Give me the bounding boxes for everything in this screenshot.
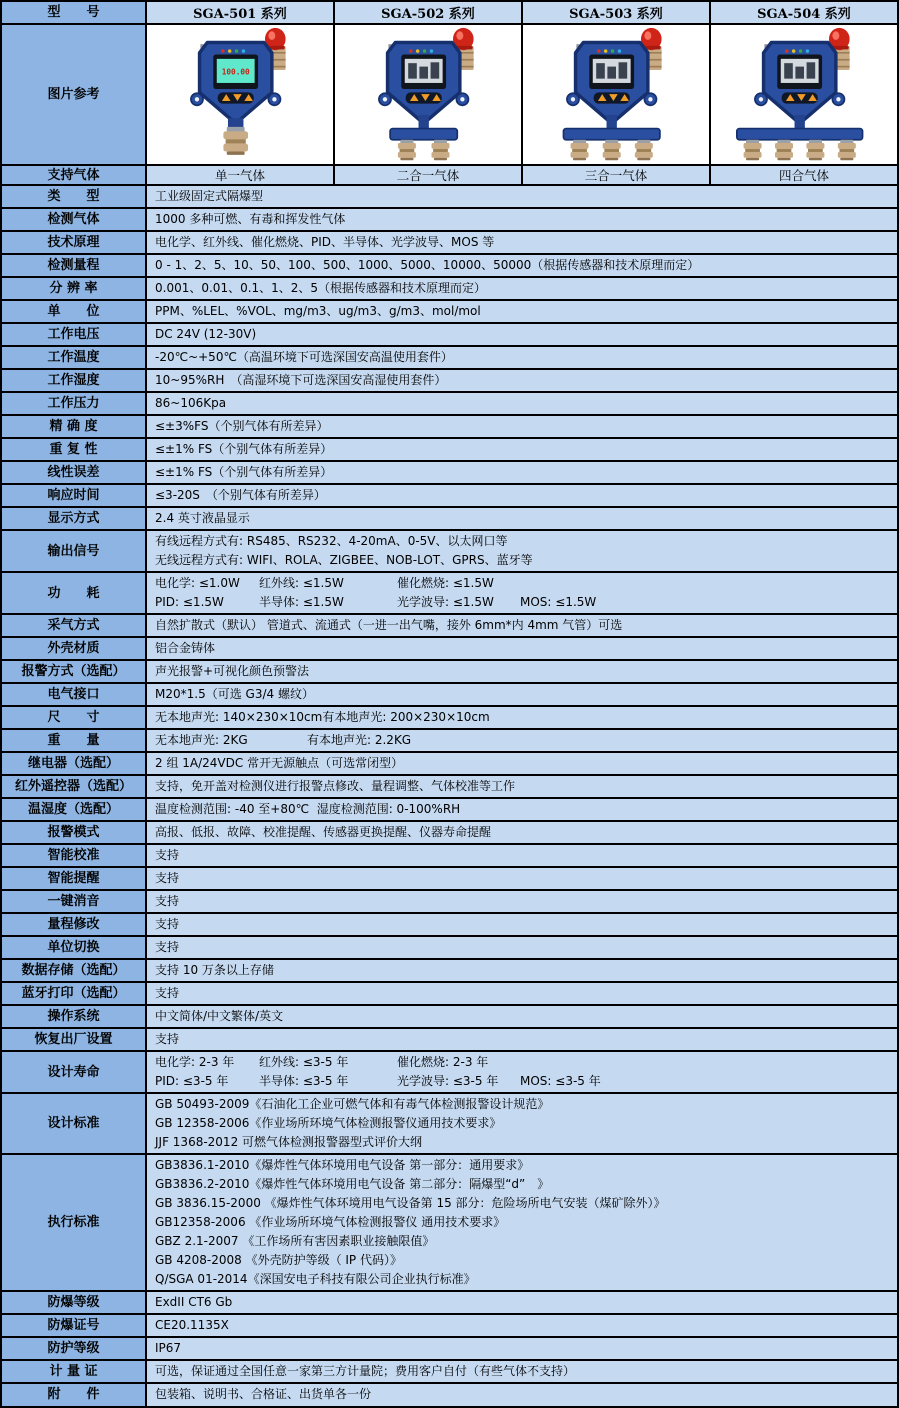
spec-row-label: 输出信号	[2, 531, 147, 571]
spec-row-label: 报警模式	[2, 822, 147, 843]
spec-row-label: 尺 寸	[2, 707, 147, 728]
gas-type-sga-501: 单一气体	[147, 166, 335, 184]
spec-row-value: 温度检测范围: -40 至+80℃ 湿度检测范围: 0-100%RH	[147, 799, 897, 820]
spec-segment: MOS: ≤1.5W	[520, 595, 597, 609]
spec-row-value: 86~106Kpa	[147, 393, 897, 414]
spec-row-label: 设计标准	[2, 1094, 147, 1153]
spec-row-label: 重 复 性	[2, 439, 147, 460]
spec-row-label: 工作湿度	[2, 370, 147, 391]
spec-row	[2, 615, 897, 638]
spec-row-value: 有线远程方式有: RS485、RS232、4-20mA、0-5V、以太网口等 无线远程方式有: WIFI、ROLA、ZIGBEE、NOB-LOT、GPRS、蓝牙等	[147, 531, 897, 571]
spec-row-value: 支持	[147, 983, 897, 1004]
spec-row-value: 支持	[147, 914, 897, 935]
gas-type-sga-503: 三合一气体	[523, 166, 711, 184]
spec-row	[2, 707, 897, 730]
spec-row	[2, 1361, 897, 1384]
gas-type-sga-502: 二合一气体	[335, 166, 523, 184]
spec-row	[2, 1094, 897, 1155]
spec-segment: 半导体: ≤3-5 年	[259, 1074, 349, 1088]
spec-row-value: 支持，免开盖对检测仪进行报警点修改、量程调整、气体校准等工作	[147, 776, 897, 797]
spec-row-label: 报警方式（选配）	[2, 661, 147, 682]
spec-row-label: 执行标准	[2, 1155, 147, 1290]
spec-row	[2, 531, 897, 573]
spec-segment: 红外线: ≤1.5W	[259, 576, 344, 590]
gas-detector-illustration	[154, 27, 326, 163]
spec-row-value: DC 24V (12-30V)	[147, 324, 897, 345]
spec-row-value: 中文简体/中文繁体/英文	[147, 1006, 897, 1027]
spec-row-value: 工业级固定式隔爆型	[147, 186, 897, 207]
spec-row-label: 防护等级	[2, 1338, 147, 1359]
spec-row	[2, 1052, 897, 1094]
spec-row	[2, 393, 897, 416]
spec-row	[2, 891, 897, 914]
spec-row-label: 防爆等级	[2, 1292, 147, 1313]
spec-row	[2, 232, 897, 255]
spec-row-label: 工作压力	[2, 393, 147, 414]
spec-row	[2, 845, 897, 868]
spec-row	[2, 186, 897, 209]
spec-segment: 电化学: 2-3 年	[155, 1055, 235, 1069]
spec-row-value: 高报、低报、故障、校准提醒、传感器更换提醒、仪器寿命提醒	[147, 822, 897, 843]
spec-row-value	[147, 1052, 897, 1092]
spec-row-value: 支持	[147, 868, 897, 889]
spec-row	[2, 1315, 897, 1338]
spec-row-label: 单位切换	[2, 937, 147, 958]
gas-detector-illustration	[718, 27, 890, 163]
spec-row-label: 技术原理	[2, 232, 147, 253]
spec-row-label: 显示方式	[2, 508, 147, 529]
spec-row-value: M20*1.5（可选 G3/4 螺纹）	[147, 684, 897, 705]
spec-row	[2, 573, 897, 615]
spec-row	[2, 1029, 897, 1052]
spec-row-label: 防爆证号	[2, 1315, 147, 1336]
spec-row-label: 精 确 度	[2, 416, 147, 437]
spec-row	[2, 1292, 897, 1315]
spec-row	[2, 638, 897, 661]
spec-row-label: 工作电压	[2, 324, 147, 345]
header-label-model: 型 号	[2, 2, 147, 23]
spec-row-value: 支持	[147, 845, 897, 866]
spec-row	[2, 462, 897, 485]
spec-row-value: -20℃~+50℃（高温环境下可选深国安高温使用套件）	[147, 347, 897, 368]
spec-row-value: ≤3-20S （个别气体有所差异）	[147, 485, 897, 506]
spec-row-value: ≤±1% FS（个别气体有所差异）	[147, 439, 897, 460]
spec-row-label: 电气接口	[2, 684, 147, 705]
spec-row-label: 数据存储（选配）	[2, 960, 147, 981]
spec-row	[2, 661, 897, 684]
spec-row	[2, 684, 897, 707]
spec-row-label: 分 辨 率	[2, 278, 147, 299]
spec-row	[2, 776, 897, 799]
gas-row	[2, 166, 897, 186]
spec-row	[2, 753, 897, 776]
spec-row-value: 铝合金铸体	[147, 638, 897, 659]
spec-row-label: 继电器（选配）	[2, 753, 147, 774]
spec-row-value: 1000 多种可燃、有毒和挥发性气体	[147, 209, 897, 230]
model-header-sga-501: SGA-501 系列	[147, 2, 335, 23]
spec-row-label: 量程修改	[2, 914, 147, 935]
product-image-sga-502	[335, 25, 523, 164]
spec-row	[2, 730, 897, 753]
spec-row-value: ≤±3%FS（个别气体有所差异）	[147, 416, 897, 437]
spec-segment: 光学波导: ≤1.5W	[397, 595, 494, 609]
spec-row-value: PPM、%LEL、%VOL、mg/m3、ug/m3、g/m3、mol/mol	[147, 301, 897, 322]
gas-row-label: 支持气体	[2, 166, 147, 184]
spec-row	[2, 868, 897, 891]
spec-row	[2, 1338, 897, 1361]
spec-row-value: 0.001、0.01、0.1、1、2、5（根据传感器和技术原理而定）	[147, 278, 897, 299]
spec-row	[2, 983, 897, 1006]
spec-row-label: 温湿度（选配）	[2, 799, 147, 820]
spec-row-label: 智能提醒	[2, 868, 147, 889]
spec-row-label: 附 件	[2, 1384, 147, 1406]
spec-row-value	[147, 730, 897, 751]
spec-row-value: 支持 10 万条以上存储	[147, 960, 897, 981]
spec-row-value: 10~95%RH （高湿环境下可选深国安高湿使用套件）	[147, 370, 897, 391]
spec-row-label: 响应时间	[2, 485, 147, 506]
spec-row-label: 蓝牙打印（选配）	[2, 983, 147, 1004]
spec-row	[2, 960, 897, 983]
spec-row	[2, 1006, 897, 1029]
spec-segment: 光学波导: ≤3-5 年	[397, 1074, 499, 1088]
spec-row	[2, 485, 897, 508]
spec-row	[2, 822, 897, 845]
spec-row-value: 2 组 1A/24VDC 常开无源触点（可选常闭型）	[147, 753, 897, 774]
spec-row-label: 类 型	[2, 186, 147, 207]
spec-segment: 有本地声光: 2.2KG	[307, 733, 412, 747]
spec-segment: 红外线: ≤3-5 年	[259, 1055, 349, 1069]
model-header-sga-502: SGA-502 系列	[335, 2, 523, 23]
spec-row-label: 功 耗	[2, 573, 147, 613]
spec-row-value: GB 50493-2009《石油化工企业可燃气体和有毒气体检测报警设计规范》 GB 12358-2006《作业场所环境气体检测报警仪通用技术要求》 JJF 1368-2012 可燃气体检测报警器型式评价大纲	[147, 1094, 897, 1153]
spec-row	[2, 209, 897, 232]
spec-row-label: 检测量程	[2, 255, 147, 276]
gas-type-sga-504: 四合气体	[711, 166, 897, 184]
spec-row-value: 2.4 英寸液晶显示	[147, 508, 897, 529]
spec-row	[2, 324, 897, 347]
spec-row	[2, 370, 897, 393]
product-image-sga-503	[523, 25, 711, 164]
spec-row	[2, 439, 897, 462]
image-row	[2, 25, 897, 166]
spec-segment: 有本地声光: 200×230×10cm	[322, 710, 490, 724]
product-image-sga-501	[147, 25, 335, 164]
spec-row-value: IP67	[147, 1338, 897, 1359]
spec-segment: 催化燃烧: 2-3 年	[397, 1055, 489, 1069]
spec-row-value: 声光报警+可视化颜色预警法	[147, 661, 897, 682]
spec-row	[2, 416, 897, 439]
spec-row-value: 支持	[147, 937, 897, 958]
spec-row-value: 支持	[147, 1029, 897, 1050]
spec-row-label: 恢复出厂设置	[2, 1029, 147, 1050]
spec-row-value: ExdII CT6 Gb	[147, 1292, 897, 1313]
spec-row-value: 0 - 1、2、5、10、50、100、500、1000、5000、10000、50000（根据传感器和技术原理而定）	[147, 255, 897, 276]
spec-row-value: ≤±1% FS（个别气体有所差异）	[147, 462, 897, 483]
spec-segment: 催化燃烧: ≤1.5W	[397, 576, 494, 590]
spec-row-label: 设计寿命	[2, 1052, 147, 1092]
product-image-sga-504	[711, 25, 897, 164]
header-row	[2, 2, 897, 25]
spec-row-label: 线性误差	[2, 462, 147, 483]
spec-segment: 半导体: ≤1.5W	[259, 595, 344, 609]
spec-row-label: 工作温度	[2, 347, 147, 368]
spec-row-value: 包装箱、说明书、合格证、出货单各一份	[147, 1384, 897, 1406]
model-header-sga-503: SGA-503 系列	[523, 2, 711, 23]
spec-row-label: 外壳材质	[2, 638, 147, 659]
spec-row-label: 重 量	[2, 730, 147, 751]
spec-row	[2, 347, 897, 370]
spec-row	[2, 255, 897, 278]
spec-row	[2, 914, 897, 937]
spec-row-value: 可选，保证通过全国任意一家第三方计量院；费用客户自付（有些气体不支持）	[147, 1361, 897, 1382]
svg-text:100.00: 100.00	[221, 66, 250, 76]
spec-row-label: 一键消音	[2, 891, 147, 912]
model-header-sga-504: SGA-504 系列	[711, 2, 897, 23]
spec-segment: 无本地声光: 2KG	[155, 733, 248, 747]
spec-row	[2, 301, 897, 324]
gas-detector-illustration	[342, 27, 514, 163]
spec-row-value: 电化学、红外线、催化燃烧、PID、半导体、光学波导、MOS 等	[147, 232, 897, 253]
spec-row	[2, 937, 897, 960]
spec-segment: MOS: ≤3-5 年	[520, 1074, 601, 1088]
spec-segment: 电化学: ≤1.0W	[155, 576, 240, 590]
spec-row-label: 操作系统	[2, 1006, 147, 1027]
spec-segment: PID: ≤3-5 年	[155, 1074, 229, 1088]
spec-row	[2, 278, 897, 301]
spec-row-label: 智能校准	[2, 845, 147, 866]
image-row-label: 图片参考	[2, 25, 147, 164]
spec-row-value: 支持	[147, 891, 897, 912]
spec-segment: 无本地声光: 140×230×10cm	[155, 710, 323, 724]
spec-row-label: 检测气体	[2, 209, 147, 230]
spec-segment: PID: ≤1.5W	[155, 595, 224, 609]
gas-detector-illustration	[530, 27, 702, 163]
spec-row-value	[147, 707, 897, 728]
spec-row-label: 计 量 证	[2, 1361, 147, 1382]
spec-row-value: 自然扩散式（默认） 管道式、流通式（一进一出气嘴，接外 6mm*内 4mm 气管）可选	[147, 615, 897, 636]
spec-row-value: CE20.1135X	[147, 1315, 897, 1336]
spec-row	[2, 799, 897, 822]
spec-row	[2, 1384, 897, 1406]
spec-row	[2, 1155, 897, 1292]
spec-row	[2, 508, 897, 531]
spec-rows	[2, 186, 897, 1406]
spec-row-label: 红外遥控器（选配）	[2, 776, 147, 797]
spec-row-value: GB3836.1-2010《爆炸性气体环境用电气设备 第一部分：通用要求》 GB3836.2-2010《爆炸性气体环境用电气设备 第二部分：隔爆型“d” 》 GB 3836.15-2000 《爆炸性气体环境用电气设备第 15 部分：危险场所电气安装（煤矿除外）》 GB12358-2006 《作业场所环境气体检测报警仪 通用技术要求》 GBZ 2.1-2007 《工作场所有害因素职业接触限值》 GB 4208-2008 《外壳防护等级（ IP 代码）》 Q/SGA 01-2014《深国安电子科技有限公司企业执行标准》	[147, 1155, 897, 1290]
spec-row-label: 单 位	[2, 301, 147, 322]
spec-row-label: 采气方式	[2, 615, 147, 636]
spec-row-value	[147, 573, 897, 613]
